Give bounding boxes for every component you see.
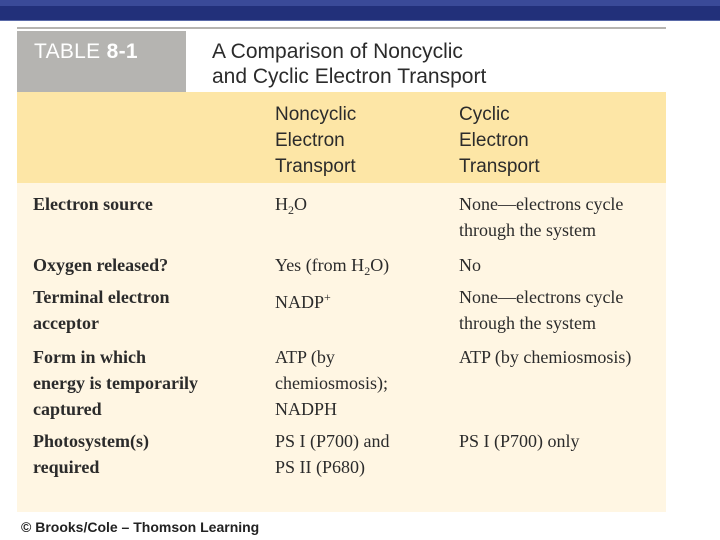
copyright-footer: © Brooks/Cole – Thomson Learning	[21, 519, 260, 535]
cell-line: chemiosmosis);	[275, 373, 388, 393]
cell-line: PS I (P700) only	[459, 431, 580, 451]
superscript: +	[324, 290, 331, 304]
row-header-line: required	[33, 457, 100, 477]
subscript: 2	[364, 264, 371, 278]
cell-terminal-acceptor-noncyclic	[275, 284, 455, 315]
cell-line: ATP (by	[275, 347, 335, 367]
row-header-oxygen-released	[33, 252, 243, 278]
table-label-box	[17, 31, 186, 94]
table-label	[34, 40, 138, 64]
cell-energy-form-noncyclic	[275, 344, 455, 422]
row-header-line: Electron source	[33, 194, 153, 214]
table-label-number: 8-1	[106, 40, 138, 63]
row-header-line: Terminal electron	[33, 287, 170, 307]
cell-photosystems-cyclic	[459, 428, 664, 454]
column-header-line: Transport	[275, 156, 356, 177]
row-header-photosystems	[33, 428, 243, 480]
table-header	[17, 27, 666, 94]
row-header-line: Oxygen released?	[33, 255, 169, 275]
comparison-table	[17, 27, 666, 512]
row-header-line: captured	[33, 399, 102, 419]
top-banner-sheen	[0, 0, 720, 6]
row-header-terminal-electron-acceptor	[33, 284, 243, 336]
cell-oxygen-released-cyclic	[459, 252, 664, 278]
cell-line: No	[459, 255, 481, 275]
cell-line: PS II (P680)	[275, 457, 366, 477]
row-header-energy-form	[33, 344, 243, 422]
cell-text: O	[294, 194, 307, 214]
cell-text: O)	[370, 255, 390, 275]
cell-line: PS I (P700) and	[275, 431, 390, 451]
cell-electron-source-noncyclic	[275, 191, 455, 223]
table-body	[17, 183, 666, 512]
cell-line: NADPH	[275, 399, 338, 419]
row-header-line: Form in which	[33, 347, 147, 367]
cell-line: None—electrons cycle	[459, 287, 624, 307]
row-header-line: Photosystem(s)	[33, 431, 149, 451]
cell-line: None—electrons cycle	[459, 194, 624, 214]
cell-text: Yes (from H	[275, 255, 365, 275]
cell-terminal-acceptor-cyclic	[459, 284, 664, 336]
column-header-cyclic	[459, 102, 540, 180]
row-header-electron-source	[33, 191, 243, 217]
column-header-noncyclic	[275, 102, 356, 180]
cell-line: through the system	[459, 313, 596, 333]
column-header-line: Electron	[275, 130, 345, 151]
column-header-band	[17, 92, 666, 183]
top-banner	[0, 0, 720, 21]
column-header-line: Transport	[459, 156, 540, 177]
cell-text: NADP	[275, 292, 325, 312]
table-label-prefix: TABLE	[34, 40, 101, 63]
cell-oxygen-released-noncyclic	[275, 252, 455, 284]
table-title-line-1: A Comparison of Noncyclic	[212, 40, 463, 63]
table-title	[212, 39, 486, 89]
cell-text: H	[275, 194, 288, 214]
cell-line: ATP (by chemiosmosis)	[459, 347, 632, 367]
cell-electron-source-cyclic	[459, 191, 664, 243]
cell-photosystems-noncyclic	[275, 428, 455, 480]
row-header-line: acceptor	[33, 313, 99, 333]
column-header-line: Noncyclic	[275, 104, 357, 125]
table-title-line-2: and Cyclic Electron Transport	[212, 65, 487, 88]
column-header-line: Cyclic	[459, 104, 510, 125]
cell-energy-form-cyclic	[459, 344, 664, 370]
row-header-line: energy is temporarily	[33, 373, 198, 393]
column-header-line: Electron	[459, 130, 529, 151]
subscript: 2	[288, 203, 294, 217]
cell-line: through the system	[459, 220, 596, 240]
